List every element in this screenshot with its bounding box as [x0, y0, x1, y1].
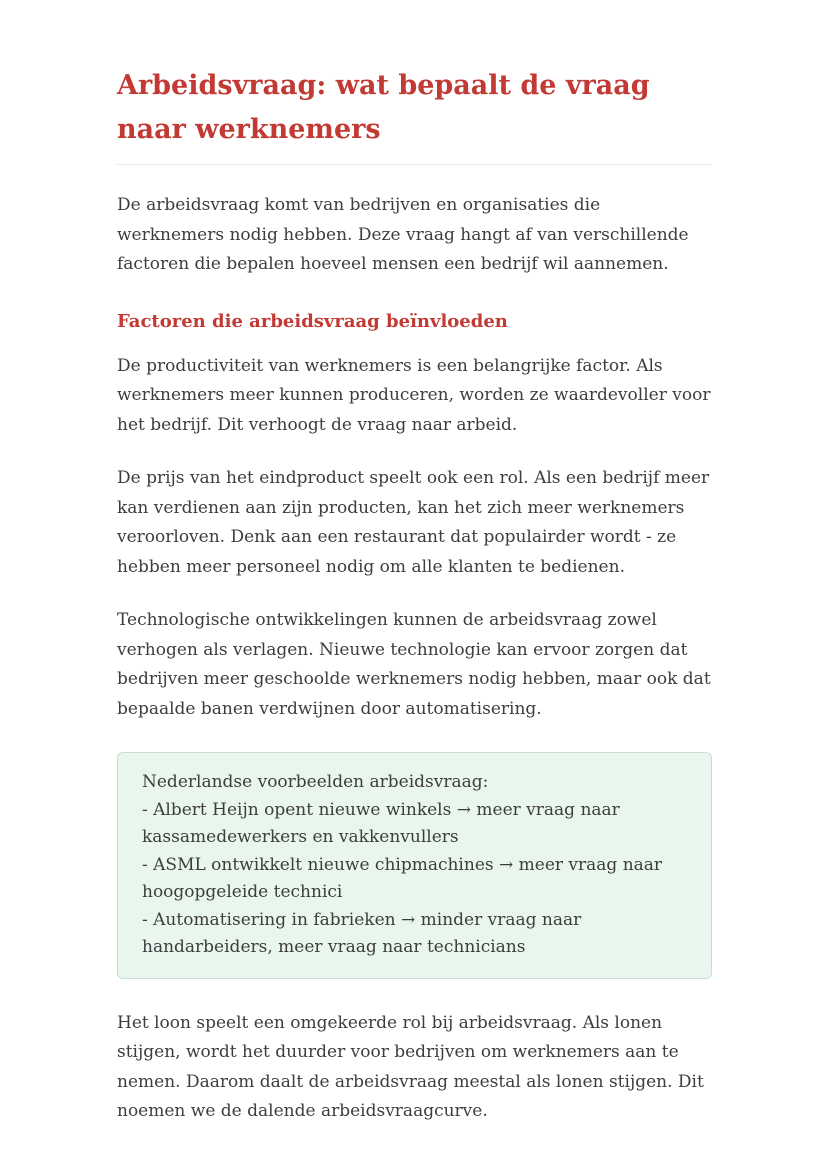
paragraph-wage: Het loon speelt een omgekeerde rol bij arbeidsvraag. Als lonen stijgen, wordt het duurder voor bedrijven om werknemers aan te nemen. Daarom daalt de arbeidsvraag meestal als lonen stijgen. Dit noemen we de dalende arbeidsvraagcurve. — [117, 1012, 704, 1121]
infobox-heading: Nederlandse voorbeelden arbeidsvraag: — [142, 772, 489, 792]
page-title: Arbeidsvraag: wat bepaalt de vraag naar werknemers — [117, 70, 650, 145]
paragraph-intro: De arbeidsvraag komt van bedrijven en organisaties die werknemers nodig hebben. Deze vraag hangt af van verschillende factoren die bepalen hoeveel mensen een bedrijf wil aannemen. — [117, 195, 689, 274]
section-heading-factors: Factoren die arbeidsvraag beïnvloeden — [117, 310, 508, 332]
paragraph-productivity: De productiviteit van werknemers is een belangrijke factor. Als werknemers meer kunnen produceren, worden ze waardevoller voor het bedrijf. Dit verhoogt de vraag naar arbeid. — [117, 355, 711, 435]
infobox-item-automatisering: - Automatisering in fabrieken → minder vraag naar handarbeiders, meer vraag naar technicians — [142, 909, 582, 957]
infobox-item-albert-heijn: - Albert Heijn opent nieuwe winkels → meer vraag naar kassamedewerkers en vakkenvullers — [142, 799, 620, 847]
examples-infobox — [117, 752, 712, 979]
paragraph-product-price: De prijs van het eindproduct speelt ook een rol. Als een bedrijf meer kan verdienen aan zijn producten, kan het zich meer werknemers veroorloven. Denk aan een restaurant dat populairder wordt - ze hebben meer personeel nodig om alle klanten te bedienen. — [117, 468, 710, 577]
title-divider — [117, 164, 712, 165]
infobox-item-asml: - ASML ontwikkelt nieuwe chipmachines → meer vraag naar hoogopgeleide technici — [142, 854, 663, 902]
paragraph-technology: Technologische ontwikkelingen kunnen de arbeidsvraag zowel verhogen als verlagen. Nieuwe technologie kan ervoor zorgen dat bedrijven meer geschoolde werknemers nodig hebben, maar ook dat bepaalde banen verdwijnen door automatisering. — [117, 610, 711, 719]
